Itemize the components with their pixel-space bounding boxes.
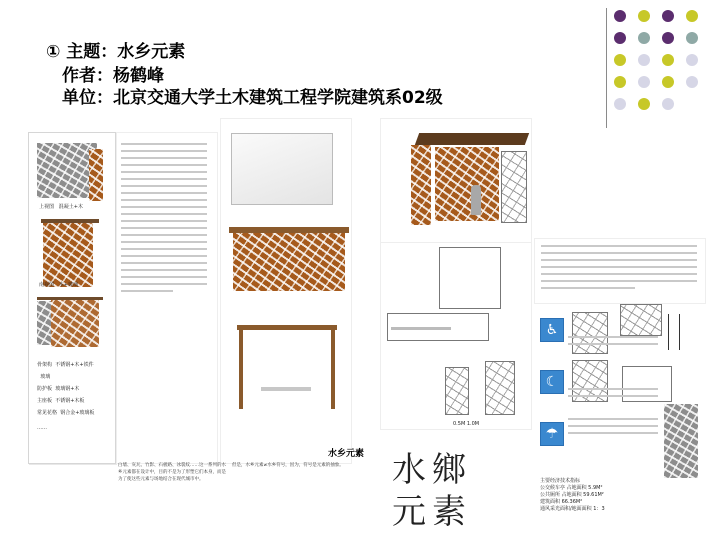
panel-text-column <box>116 132 218 464</box>
material-row: 主座板 不锈钢+木板 <box>37 398 85 404</box>
shelter-thumb-1-panel <box>89 149 103 201</box>
panel-shelter-sketches <box>220 118 352 464</box>
label-top-view: 上视图 混凝土+木 <box>39 204 83 210</box>
decor-dot <box>686 32 698 44</box>
label-south-view: 南视图 木+玻璃 <box>39 282 78 288</box>
elevation-panel-left <box>445 367 469 415</box>
decor-dot <box>614 10 626 22</box>
decor-dot <box>662 76 674 88</box>
figure-person <box>471 185 481 215</box>
caption-title: 水乡元素 <box>328 449 365 459</box>
elevation-front <box>439 247 501 309</box>
moon-icon: ☾ <box>540 370 564 394</box>
panel-main-perspective <box>380 118 532 244</box>
shelter-thumb-2-roof <box>41 219 99 223</box>
shelter-thumb-2 <box>43 221 93 287</box>
material-row: 玻璃 <box>40 374 51 380</box>
body-text-block <box>121 143 207 297</box>
main-side-screen <box>411 145 431 225</box>
icon-caption-2 <box>568 388 658 402</box>
height-arrow-icon <box>668 314 680 350</box>
intro-text-b: 但是，水乡元素≠水乡符号，因为，符号是元素的抽象。 <box>232 463 344 468</box>
material-row: 骨架构 不锈钢+木+铁件 <box>37 362 94 368</box>
title-author: 作者：杨鹤峰 <box>62 66 164 86</box>
decor-dot <box>662 10 674 22</box>
scale-bar: 0.5M 1.0M <box>453 421 480 427</box>
decor-dot <box>638 76 650 88</box>
title-affiliation: 单位：北京交通大学土木建筑工程学院建筑系02级 <box>62 88 443 108</box>
shelter-frame-leg-right <box>331 329 335 409</box>
panel-elevations <box>380 242 532 430</box>
decor-dot <box>614 54 626 66</box>
calligraphy-line-1: 水鄉 <box>392 450 472 490</box>
plan-bench <box>391 327 451 330</box>
decor-dot <box>614 32 626 44</box>
shelter-sketch-top <box>231 133 333 205</box>
stats-block <box>540 478 710 513</box>
main-back-screen <box>435 147 499 221</box>
decor-dot <box>662 98 674 110</box>
shelter-sketch-lattice <box>233 231 345 291</box>
decor-dot <box>638 32 650 44</box>
decor-dot <box>662 54 674 66</box>
shelter-frame-leg-left <box>239 329 243 409</box>
panel-description <box>534 238 706 304</box>
ellipsis: …… <box>37 425 47 431</box>
decor-divider <box>606 8 607 128</box>
stats-row: 建筑面积 66.36M² <box>540 499 583 505</box>
icon-caption-3 <box>568 418 658 439</box>
detail-panel-2 <box>620 304 662 336</box>
decor-dot <box>662 32 674 44</box>
stats-row: 通风采光面积/地面面积 1：3 <box>540 506 605 512</box>
title-theme: ① 主题：水乡元素 <box>46 42 186 62</box>
decor-dot <box>638 10 650 22</box>
stats-heading: 主要经济技术指标 <box>540 478 581 484</box>
detail-panel-4 <box>664 404 698 478</box>
decor-dot <box>686 10 698 22</box>
shelter-frame-bench <box>261 387 311 391</box>
icon-caption-1 <box>568 336 658 350</box>
elevation-panel-right <box>485 361 515 415</box>
shelter-sketch-lattice-roof <box>229 227 349 233</box>
decor-dot <box>638 54 650 66</box>
shelter-thumb-1 <box>37 143 97 198</box>
decor-dot <box>614 76 626 88</box>
decor-dot <box>686 76 698 88</box>
umbrella-icon: ☂ <box>540 422 564 446</box>
decor-dot <box>614 98 626 110</box>
stats-row: 公交候车亭 占地面积 5.9M² <box>540 485 603 491</box>
decor-dot <box>686 54 698 66</box>
description-text <box>541 245 697 294</box>
material-row: 防护板 玻璃钢+木 <box>37 386 80 392</box>
calligraphy-line-2: 元素 <box>392 492 472 532</box>
material-row: 常见花格 钢合金+玻璃板 <box>37 410 95 416</box>
intro-text-a: 白墙、灰瓦、竹影、石板路、冰裂纹……这一系列的水乡元素都在设计中，目的不是为了形塑它们本身，而是为了使这些元素与场地结合在现代城市中。 <box>118 463 226 482</box>
shelter-thumb-3-roof <box>37 297 103 300</box>
shelter-thumb-3 <box>37 301 51 345</box>
main-glass-screen <box>501 151 527 223</box>
shelter-thumb-3-panel <box>51 299 99 347</box>
main-roof <box>415 133 529 145</box>
decor-dot <box>638 98 650 110</box>
wheelchair-icon: ♿ <box>540 318 564 342</box>
panel-thumbnails <box>28 132 116 464</box>
shelter-frame-roof <box>237 325 337 330</box>
stats-row: 公共厕所 占地面积 59.61M² <box>540 492 604 498</box>
